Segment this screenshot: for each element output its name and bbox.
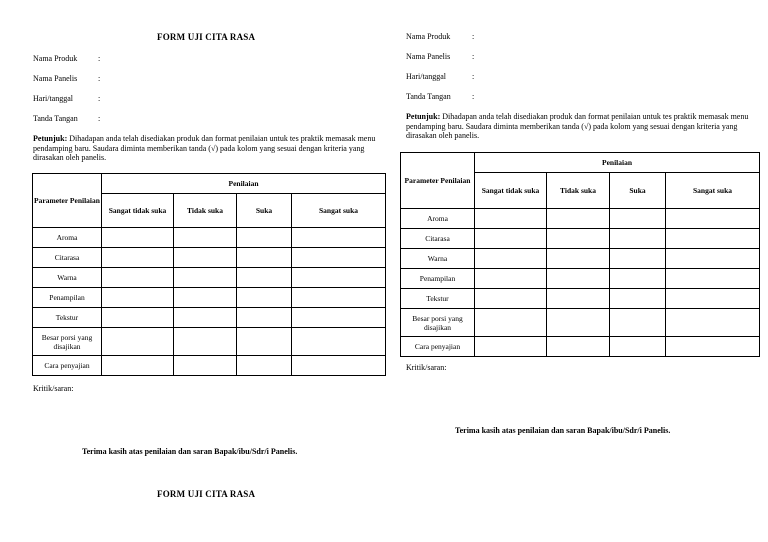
rating-cell[interactable] <box>292 268 386 288</box>
rating-cell[interactable] <box>102 328 174 356</box>
column-header: Suka <box>237 194 292 228</box>
row-label: Warna <box>401 249 475 269</box>
kritik-saran-label: Kritik/saran: <box>406 363 447 372</box>
row-label: Aroma <box>401 209 475 229</box>
form-title-bottom: FORM UJI CITA RASA <box>157 489 256 499</box>
rating-cell[interactable] <box>174 248 237 268</box>
rating-cell[interactable] <box>292 356 386 376</box>
field-colon: : <box>98 94 101 103</box>
rating-cell[interactable] <box>547 269 610 289</box>
rating-cell[interactable] <box>174 328 237 356</box>
rating-cell[interactable] <box>475 309 547 337</box>
rating-cell[interactable] <box>292 248 386 268</box>
rating-cell[interactable] <box>547 289 610 309</box>
rating-cell[interactable] <box>547 337 610 357</box>
table-row <box>33 308 386 328</box>
field-tanda-tangan <box>406 92 475 101</box>
rating-cell[interactable] <box>237 248 292 268</box>
field-colon: : <box>472 32 475 41</box>
rating-table <box>32 173 386 376</box>
field-nama-produk <box>33 54 101 63</box>
instruction-label: Petunjuk: <box>406 112 441 121</box>
row-label: Aroma <box>33 228 102 248</box>
rating-cell[interactable] <box>237 308 292 328</box>
rating-cell[interactable] <box>547 229 610 249</box>
rating-cell[interactable] <box>292 228 386 248</box>
rating-cell[interactable] <box>292 328 386 356</box>
column-header: Tidak suka <box>174 194 237 228</box>
field-nama-panelis <box>406 52 475 61</box>
rating-cell[interactable] <box>547 309 610 337</box>
column-header: Sangat tidak suka <box>475 173 547 209</box>
field-label: Tanda Tangan <box>33 114 78 123</box>
rating-cell[interactable] <box>475 229 547 249</box>
field-colon: : <box>98 114 101 123</box>
rating-cell[interactable] <box>666 209 760 229</box>
table-row <box>401 269 760 289</box>
row-label: Penampilan <box>33 288 102 308</box>
field-colon: : <box>472 52 475 61</box>
rating-cell[interactable] <box>475 249 547 269</box>
field-colon: : <box>98 54 101 63</box>
column-header: Sangat suka <box>292 194 386 228</box>
table-row <box>33 356 386 376</box>
row-label: Citarasa <box>401 229 475 249</box>
table-row <box>33 248 386 268</box>
rating-cell[interactable] <box>475 209 547 229</box>
rating-cell[interactable] <box>237 356 292 376</box>
field-tanda-tangan <box>33 114 101 123</box>
column-header: Tidak suka <box>547 173 610 209</box>
rating-cell[interactable] <box>610 209 666 229</box>
rating-cell[interactable] <box>292 308 386 328</box>
thanks-text: Terima kasih atas penilaian dan saran Bapak/ibu/Sdr/i Panelis. <box>82 447 298 456</box>
rating-cell[interactable] <box>666 337 760 357</box>
rating-cell[interactable] <box>610 337 666 357</box>
instruction-label: Petunjuk: <box>33 134 68 143</box>
rating-table <box>400 152 760 357</box>
field-nama-produk <box>406 32 475 41</box>
param-header: Parameter Penilaian <box>33 174 102 228</box>
table-row <box>33 228 386 248</box>
column-header: Sangat suka <box>666 173 760 209</box>
table-row <box>401 337 760 357</box>
instruction-paragraph <box>406 112 758 141</box>
column-header: Sangat tidak suka <box>102 194 174 228</box>
form-title: FORM UJI CITA RASA <box>157 32 256 42</box>
rating-cell[interactable] <box>666 229 760 249</box>
row-label: Penampilan <box>401 269 475 289</box>
rating-cell[interactable] <box>666 289 760 309</box>
table-row <box>33 288 386 308</box>
row-label: Cara penyajian <box>33 356 102 376</box>
field-colon: : <box>472 92 475 101</box>
rating-cell[interactable] <box>610 289 666 309</box>
rating-cell[interactable] <box>237 268 292 288</box>
row-label: Besar porsi yang disajikan <box>33 328 102 356</box>
table-row <box>401 289 760 309</box>
row-label: Cara penyajian <box>401 337 475 357</box>
table-row <box>401 229 760 249</box>
instruction-text: Dihadapan anda telah disediakan produk dan format penilaian untuk tes praktik memasak menu pendamping baru. Saudara diminta memberikan tanda (√) pada kolom yang sesuai dengan kriteria yang dirasakan oleh panelis. <box>406 112 749 140</box>
rating-cell[interactable] <box>237 228 292 248</box>
group-header: Penilaian <box>102 174 386 194</box>
rating-cell[interactable] <box>174 356 237 376</box>
field-label: Nama Panelis <box>33 74 78 83</box>
rating-cell[interactable] <box>610 309 666 337</box>
rating-cell[interactable] <box>102 288 174 308</box>
column-header: Suka <box>610 173 666 209</box>
rating-cell[interactable] <box>547 209 610 229</box>
field-label: Hari/tanggal <box>33 94 73 103</box>
table-row <box>401 209 760 229</box>
rating-cell[interactable] <box>102 228 174 248</box>
field-hari-tanggal <box>406 72 475 81</box>
rating-cell[interactable] <box>475 337 547 357</box>
rating-cell[interactable] <box>102 308 174 328</box>
rating-cell[interactable] <box>547 249 610 269</box>
rating-cell[interactable] <box>666 269 760 289</box>
row-label: Besar porsi yang disajikan <box>401 309 475 337</box>
rating-cell[interactable] <box>237 288 292 308</box>
instruction-paragraph <box>33 134 385 163</box>
row-label: Tekstur <box>401 289 475 309</box>
param-header: Parameter Penilaian <box>401 153 475 209</box>
row-label: Citarasa <box>33 248 102 268</box>
rating-cell[interactable] <box>174 288 237 308</box>
rating-cell[interactable] <box>475 289 547 309</box>
rating-cell[interactable] <box>666 309 760 337</box>
rating-cell[interactable] <box>610 229 666 249</box>
rating-cell[interactable] <box>174 308 237 328</box>
thanks-text: Terima kasih atas penilaian dan saran Bapak/ibu/Sdr/i Panelis. <box>455 426 671 435</box>
rating-cell[interactable] <box>174 268 237 288</box>
rating-cell[interactable] <box>102 248 174 268</box>
kritik-saran-label: Kritik/saran: <box>33 384 74 393</box>
field-hari-tanggal <box>33 94 101 103</box>
rating-cell[interactable] <box>475 269 547 289</box>
field-colon: : <box>472 72 475 81</box>
table-row <box>33 268 386 288</box>
rating-cell[interactable] <box>174 228 237 248</box>
table-row <box>33 328 386 356</box>
rating-cell[interactable] <box>666 249 760 269</box>
field-label: Nama Produk <box>406 32 451 41</box>
field-label: Tanda Tangan <box>406 92 451 101</box>
field-colon: : <box>98 74 101 83</box>
rating-cell[interactable] <box>102 356 174 376</box>
instruction-text: Dihadapan anda telah disediakan produk dan format penilaian untuk tes praktik memasak menu pendamping baru. Saudara diminta memberikan tanda (√) pada kolom yang sesuai dengan kriteria yang dirasakan oleh panelis. <box>33 134 376 162</box>
field-label: Nama Panelis <box>406 52 451 61</box>
row-label: Tekstur <box>33 308 102 328</box>
table-row <box>401 309 760 337</box>
rating-cell[interactable] <box>292 288 386 308</box>
group-header: Penilaian <box>475 153 760 173</box>
rating-cell[interactable] <box>237 328 292 356</box>
field-label: Hari/tanggal <box>406 72 446 81</box>
rating-cell[interactable] <box>610 249 666 269</box>
rating-cell[interactable] <box>102 268 174 288</box>
table-row <box>401 249 760 269</box>
rating-cell[interactable] <box>610 269 666 289</box>
field-label: Nama Produk <box>33 54 78 63</box>
row-label: Warna <box>33 268 102 288</box>
field-nama-panelis <box>33 74 101 83</box>
